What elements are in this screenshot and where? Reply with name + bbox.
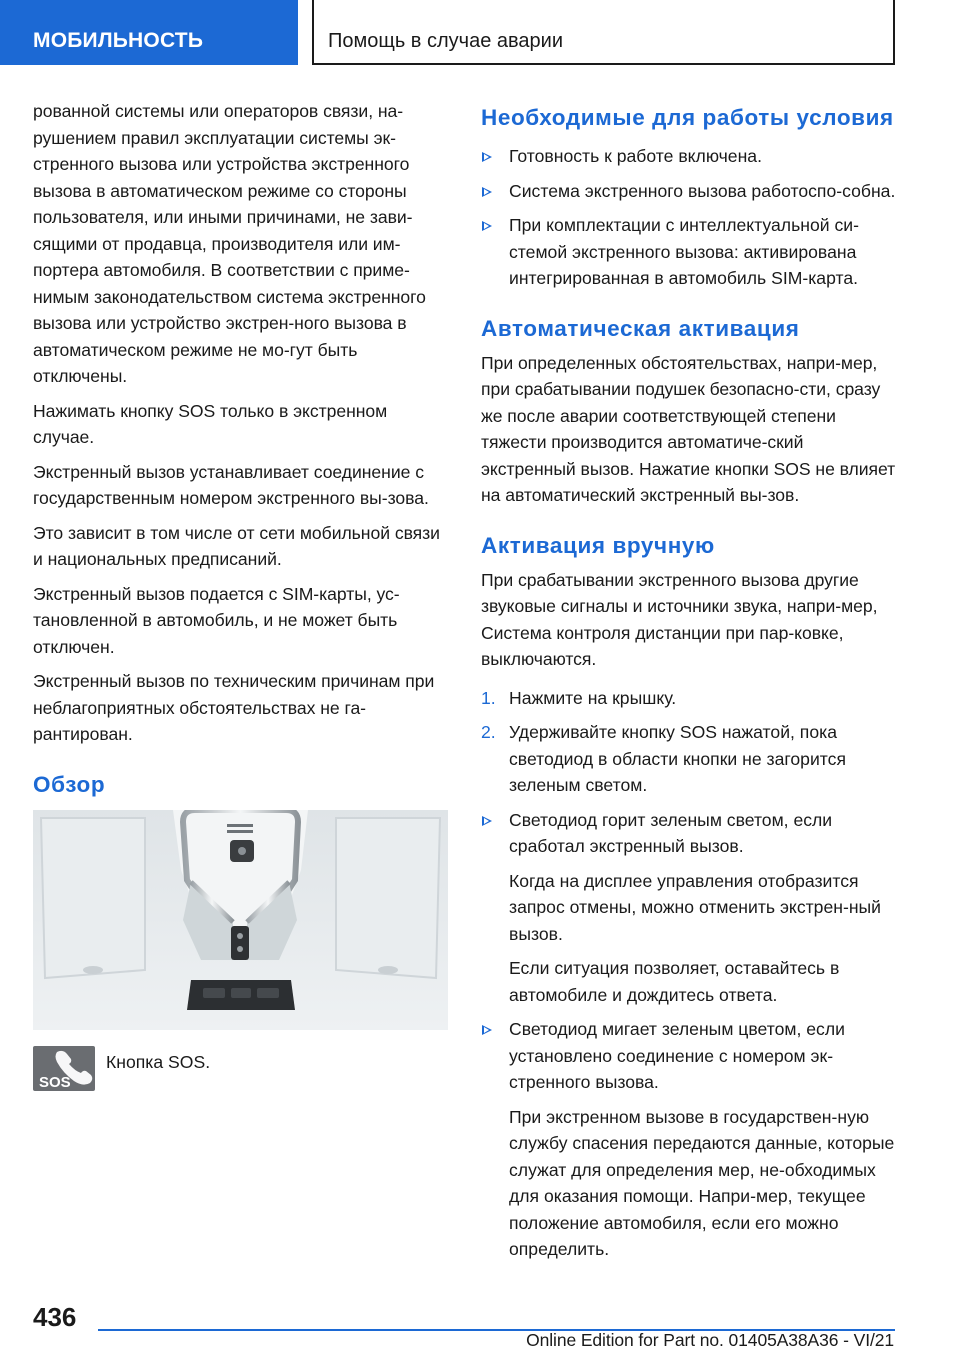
step-number: 2.: [481, 722, 496, 742]
list-item-text: Система экстренного вызова работоспо-собна.: [509, 180, 896, 201]
paragraph: Нажимать кнопку SOS только в экстренном случае.: [33, 400, 388, 447]
manual-activation-heading: Активация вручную: [481, 532, 715, 558]
triangle-bullet-icon: [482, 1025, 492, 1035]
triangle-bullet-icon: [482, 221, 492, 231]
list-item: [481, 178, 896, 205]
sos-caption: [33, 1046, 448, 1091]
list-item-note: Когда на дисплее управления отобразится запрос отмены, можно отменить экстрен-ный вызов.: [509, 870, 882, 944]
triangle-bullet-icon: [482, 187, 492, 197]
list-item-note: Если ситуация позволяет, оставайтесь в автомобиле и дождитесь ответа.: [509, 958, 840, 1005]
paragraph: рованной системы или операторов связи, на-рушением правил эксплуатации системы эк-стренного вызова или устройства экстренного вызова в автоматическом режиме со стороны пользователя, или иными причинами, не зави-сящими от продавца, производителя или им-портера автомобиля. В соответствии с приме-нимым законодательством система экстренного вызова или устройство экстрен-ного вызова в автоматическом режиме не мо-гут быть отключены.: [33, 101, 426, 386]
paragraph: Это зависит в том числе от сети мобильной связи и национальных предписаний.: [33, 522, 440, 569]
page-number: 436: [33, 1302, 77, 1332]
paragraph: При определенных обстоятельствах, напри-мер, при срабатывании подушек безопасно-сти, сразу же после аварии соответствующей степени тяжести производится автоматиче-ский экстренный вызов. Нажатие кнопки SOS не влияет на автоматический экстренный вы-зов.: [481, 352, 896, 505]
triangle-bullet-icon: [482, 152, 492, 162]
list-item: [481, 807, 896, 1009]
list-item: [481, 143, 896, 170]
paragraph: Экстренный вызов устанавливает соединение с государственным номером экстренного вы-зова.: [33, 461, 429, 508]
left-column: [33, 98, 448, 800]
list-item-note: При экстренном вызове в государствен-ную службу спасения передаются данные, которые служат для определения мер, не-обходимых для оказания помощи. Напри-мер, текущее положение автомобиля, если его можно определить.: [509, 1106, 895, 1259]
overhead-console-illustration: [33, 810, 448, 1030]
paragraph: При срабатывании экстренного вызова другие звуковые сигналы и источники звука, напри-мер, Система контроля дистанции при пар-ковке, выключаются.: [481, 569, 878, 669]
list-item: [481, 1016, 896, 1263]
caption-text: Кнопка SOS.: [106, 1052, 211, 1072]
list-item-text: Готовность к работе включена.: [509, 146, 762, 166]
step-text: Удерживайте кнопку SOS нажатой, пока светодиод в области кнопки не загорится зеленым светом.: [509, 722, 846, 795]
step-item: [481, 685, 896, 712]
step-item: [481, 719, 896, 799]
list-item-text: Светодиод мигает зеленым цветом, если установлено соединение с номером эк-стренного вызова.: [509, 1019, 845, 1092]
section-title: МОБИЛЬНОСТЬ: [33, 29, 204, 52]
paragraph: Экстренный вызов по техническим причинам при неблагоприятных обстоятельствах не га-рантирован.: [33, 671, 435, 744]
sos-button-icon: [33, 1046, 95, 1091]
topic-header: [312, 0, 895, 65]
right-column: [481, 103, 896, 1271]
phone-icon: [33, 1046, 95, 1091]
overview-heading: Обзор: [33, 771, 106, 797]
paragraph: Экстренный вызов подается с SIM-карты, ус-тановленной в автомобиль, и не может быть отключен.: [33, 583, 400, 657]
triangle-bullet-icon: [482, 816, 492, 826]
list-item-text: При комплектации с интеллектуальной си-стемой экстренного вызова: активирована интегрированная в автомобиль SIM-карта.: [509, 215, 859, 288]
sos-icon-text: SOS: [39, 1074, 71, 1091]
step-number: 1.: [481, 687, 496, 708]
conditions-heading: Необходимые для работы условия: [481, 105, 894, 130]
overhead-console-photo: [33, 810, 448, 1030]
topic-title: Помощь в случае аварии: [328, 30, 563, 52]
list-item-text: Светодиод горит зеленым светом, если сработал экстренный вызов.: [509, 809, 833, 856]
step-text: Нажмите на крышку.: [509, 687, 677, 708]
list-item: [481, 212, 896, 292]
auto-activation-heading: Автоматическая активация: [481, 315, 800, 341]
section-tab: [0, 0, 298, 65]
edition-info: Online Edition for Part no. 01405A38A36 - VI/21: [526, 1330, 894, 1350]
